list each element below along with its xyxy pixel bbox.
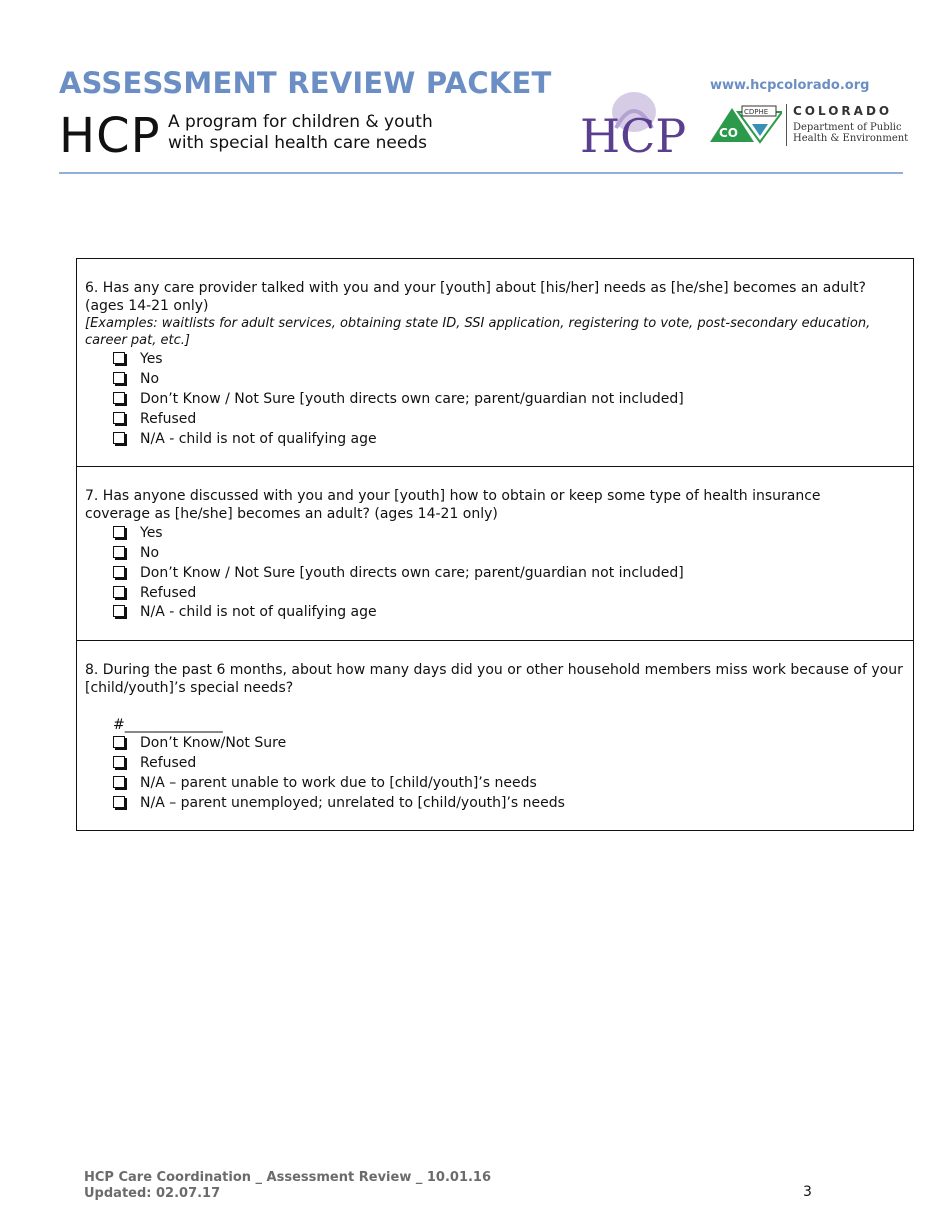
hcp-logo-text: HCP	[580, 109, 687, 156]
checkbox[interactable]	[113, 756, 125, 768]
option-label: N/A – parent unable to work due to [child/youth]’s needs	[140, 775, 537, 791]
footer-document-id: HCP Care Coordination _ Assessment Review _ 10.01.16	[84, 1170, 492, 1185]
checkbox[interactable]	[113, 566, 125, 578]
document-title: ASSESSMENT REVIEW PACKET	[59, 66, 552, 100]
checkbox[interactable]	[113, 526, 125, 538]
checkbox[interactable]	[113, 546, 125, 558]
website-url: www.hcpcolorado.org	[710, 78, 870, 93]
checkbox[interactable]	[113, 412, 125, 424]
question-6-text-line-2: (ages 14-21 only)	[85, 298, 209, 314]
checkbox[interactable]	[113, 432, 125, 444]
option-label: Refused	[140, 755, 197, 771]
department-line-2: Health & Environment	[793, 133, 909, 144]
question-6-examples-line-2: career pat, etc.]	[85, 333, 190, 348]
option-label: Refused	[140, 585, 197, 601]
question-8-box	[76, 640, 914, 831]
checkbox[interactable]	[113, 736, 125, 748]
question-7-box	[76, 466, 914, 641]
checkbox[interactable]	[113, 392, 125, 404]
department-line-1: Department of Public	[793, 122, 902, 133]
cdphe-logo-text: CDPHE	[744, 108, 769, 116]
footer-updated-date: Updated: 02.07.17	[84, 1186, 221, 1201]
question-8-days-blank[interactable]: #______________	[113, 717, 223, 733]
co-logo-text: CO	[719, 126, 739, 140]
state-name: COLORADO	[793, 104, 893, 118]
option-label: N/A - child is not of qualifying age	[140, 604, 377, 620]
option-label: Yes	[140, 351, 163, 367]
checkbox[interactable]	[113, 372, 125, 384]
question-6-text-line-1: 6. Has any care provider talked with you and your [youth] about [his/her] needs as [he/she] becomes an adult?	[85, 280, 866, 296]
option-label: Don’t Know / Not Sure [youth directs own care; parent/guardian not included]	[140, 565, 684, 581]
program-acronym: HCP	[59, 108, 161, 164]
question-8-text-line-1: 8. During the past 6 months, about how many days did you or other household members miss work because of your	[85, 662, 903, 678]
checkbox[interactable]	[113, 776, 125, 788]
tagline-line-2: with special health care needs	[168, 133, 427, 153]
header-divider	[59, 172, 903, 174]
option-label: N/A – parent unemployed; unrelated to [child/youth]’s needs	[140, 795, 565, 811]
cdphe-logo-icon	[708, 104, 782, 144]
option-label: Yes	[140, 525, 163, 541]
question-7-text-line-1: 7. Has anyone discussed with you and your [youth] how to obtain or keep some type of health insurance	[85, 488, 821, 504]
option-label: Don’t Know / Not Sure [youth directs own care; parent/guardian not included]	[140, 391, 684, 407]
checkbox[interactable]	[113, 605, 125, 617]
question-7-text-line-2: coverage as [he/she] becomes an adult? (ages 14-21 only)	[85, 506, 498, 522]
option-label: Don’t Know/Not Sure	[140, 735, 287, 751]
option-label: Refused	[140, 411, 197, 427]
question-6-examples-line-1: [Examples: waitlists for adult services, obtaining state ID, SSI application, registering to vote, post-secondary education,	[85, 316, 871, 331]
checkbox[interactable]	[113, 352, 125, 364]
tagline-line-1: A program for children & youth	[168, 112, 433, 132]
option-label: No	[140, 371, 160, 387]
question-6-box	[76, 258, 914, 467]
program-tagline	[168, 112, 433, 154]
hcp-logo	[580, 90, 698, 156]
logo-divider	[786, 104, 787, 146]
question-8-text-line-2: [child/youth]’s special needs?	[85, 680, 294, 696]
option-label: N/A - child is not of qualifying age	[140, 431, 377, 447]
checkbox[interactable]	[113, 796, 125, 808]
page-number: 3	[803, 1184, 812, 1200]
checkbox[interactable]	[113, 586, 125, 598]
option-label: No	[140, 545, 160, 561]
